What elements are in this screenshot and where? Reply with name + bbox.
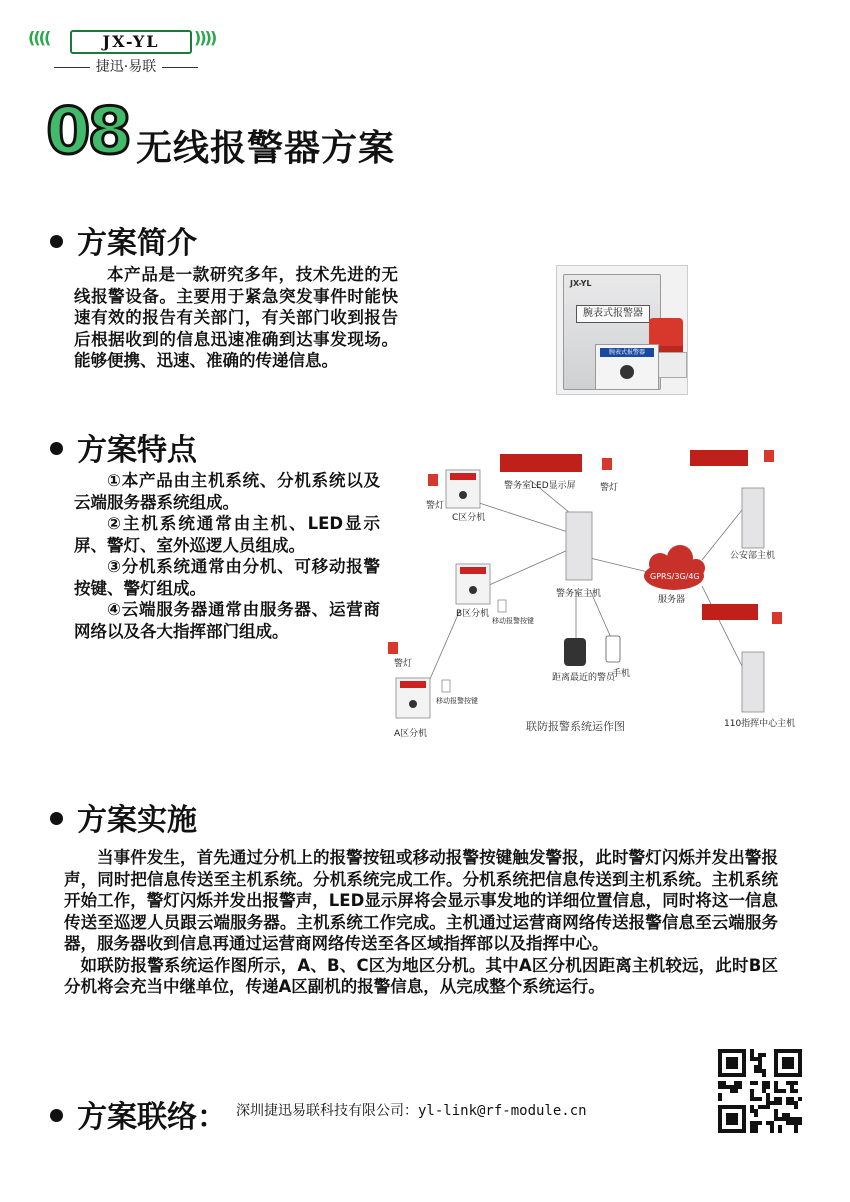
company-logo [26,24,226,76]
lamp-center-icon [772,612,782,624]
button-a-icon [442,680,450,692]
section-heading-implementation [50,795,197,839]
section-heading-contact [50,1092,227,1136]
section-heading-intro [50,218,197,262]
label-button-a: 移动报警按键 [436,697,478,705]
qr-code-icon [718,1049,802,1133]
unit-a-icon [396,678,430,718]
bullet-icon [50,812,63,825]
alarm-unit [595,344,659,390]
label-patrol: 距离最近的警员 [552,673,616,683]
feature-item: ③分机系统通常由分机、可移动报警按键、警灯组成。 [74,557,380,598]
cloud-icon [644,545,705,590]
intro-paragraph [74,264,398,372]
label-led-main: 警务室LED显示屏 [504,481,576,491]
section-heading-contact-text: 方案联络： [77,1100,227,1135]
host-icon [566,512,592,580]
box-label: 腕表式报警器 [576,305,650,323]
label-host: 警务室主机 [556,589,602,599]
lamp-c-icon [428,474,438,486]
led-screen-center [702,604,758,620]
watch-icon [564,638,586,666]
contact-info: 深圳捷迅易联科技有限公司：yl-link@rf-module.cn [236,1103,587,1119]
label-server: 服务器 [658,595,686,605]
label-unit-b: B区分机 [456,609,490,619]
police-host-icon [742,488,764,548]
unit-c-icon [446,470,480,508]
lamp-main-icon [602,458,612,470]
implementation-paragraph: 如联防报警系统运作图所示，A、B、C区为地区分机。其中A区分机因距离主机较远，此时B区分机将会充当中继单位，传递A区副机的报警信息，从完成整个系统运行。 [64,955,778,996]
label-center-host: 110指挥中心主机 [724,719,796,729]
link-host-cloud [590,558,648,572]
feature-item: ④云端服务器通常由服务器、运营商网络以及各大指挥部门组成。 [74,600,380,641]
signal-waves-right-icon: )))) [194,28,216,47]
box-brand: JX-YL [570,279,592,288]
link-cloud-center [702,586,742,666]
label-police-host: 公安部主机 [730,551,776,561]
label-lamp-main: 警灯 [600,483,619,493]
lamp-a-icon [388,642,398,654]
features-list [74,470,380,642]
implementation-paragraph: 当事件发生，首先通过分机上的报警按钮或移动报警按键触发警报，此时警灯闪烁并发出警报声，同时把信息传送至主机系统。分机系统完成工作。分机系统把信息传送到主机系统。主机系统开始工作，警灯闪烁并发出报警声，LED显示屏将会显示事发地的详细位置信息，同时将这一信息传送至巡逻人员跟云端服务器。主机系统工作完成。主机通过运营商网络传送报警信息至云端服务器，服务器收到信息再通过运营商网络传送至各区域指挥部以及指挥中心。 [64,848,778,953]
logo-subtitle: 捷迅·易联 [95,59,157,75]
signal-waves-left-icon: (((( [28,28,50,47]
label-button-b: 移动报警按键 [492,617,534,625]
center-host-icon [742,652,764,712]
section-heading-intro-text: 方案简介 [77,226,197,261]
unit-b-icon [456,564,490,604]
diagram-caption: 联防报警系统运作图 [526,720,625,733]
button-b-icon [498,600,506,612]
feature-item: ②主机系统通常由主机、LED显示屏、警灯、室外巡逻人员组成。 [74,514,380,555]
label-unit-c: C区分机 [452,513,486,523]
alarm-button-icon [620,365,634,379]
link-b-host [478,550,568,590]
feature-item: ①本产品由主机系统、分机系统以及云端服务器系统组成。 [74,471,380,512]
phone-icon [606,636,620,662]
system-diagram [380,440,800,742]
unit-label: 腕表式报警器 [600,348,654,357]
bullet-icon [50,442,63,455]
product-photo [556,265,688,395]
page-title: 无线报警器方案 [136,128,396,169]
lamp-police-icon [764,450,774,462]
label-unit-a: A区分机 [394,729,428,739]
led-screen-police [690,450,748,466]
title-number: 08 [46,95,130,169]
label-cloud: GPRS/3G/4G [650,572,700,581]
implementation-body [64,847,778,998]
bullet-icon [50,235,63,248]
section-heading-features-text: 方案特点 [77,433,197,468]
label-phone: 手机 [612,669,631,679]
section-heading-implementation-text: 方案实施 [77,803,197,838]
label-lamp-a: 警灯 [394,659,413,669]
logo-brand: JX-YL [70,30,192,54]
bullet-icon [50,1109,63,1122]
intro-text: 本产品是一款研究多年，技术先进的无线报警设备。主要用于紧急突发事件时能快速有效的报告有关部门，有关部门收到报告后根据收到的信息迅速准确到达事发现场。能够便携、迅速、准确的传递信息。 [74,265,398,370]
section-heading-features [50,425,197,469]
logo-subtitle-row [26,56,226,76]
led-screen-main [500,454,582,472]
label-lamp-c: 警灯 [426,501,445,511]
